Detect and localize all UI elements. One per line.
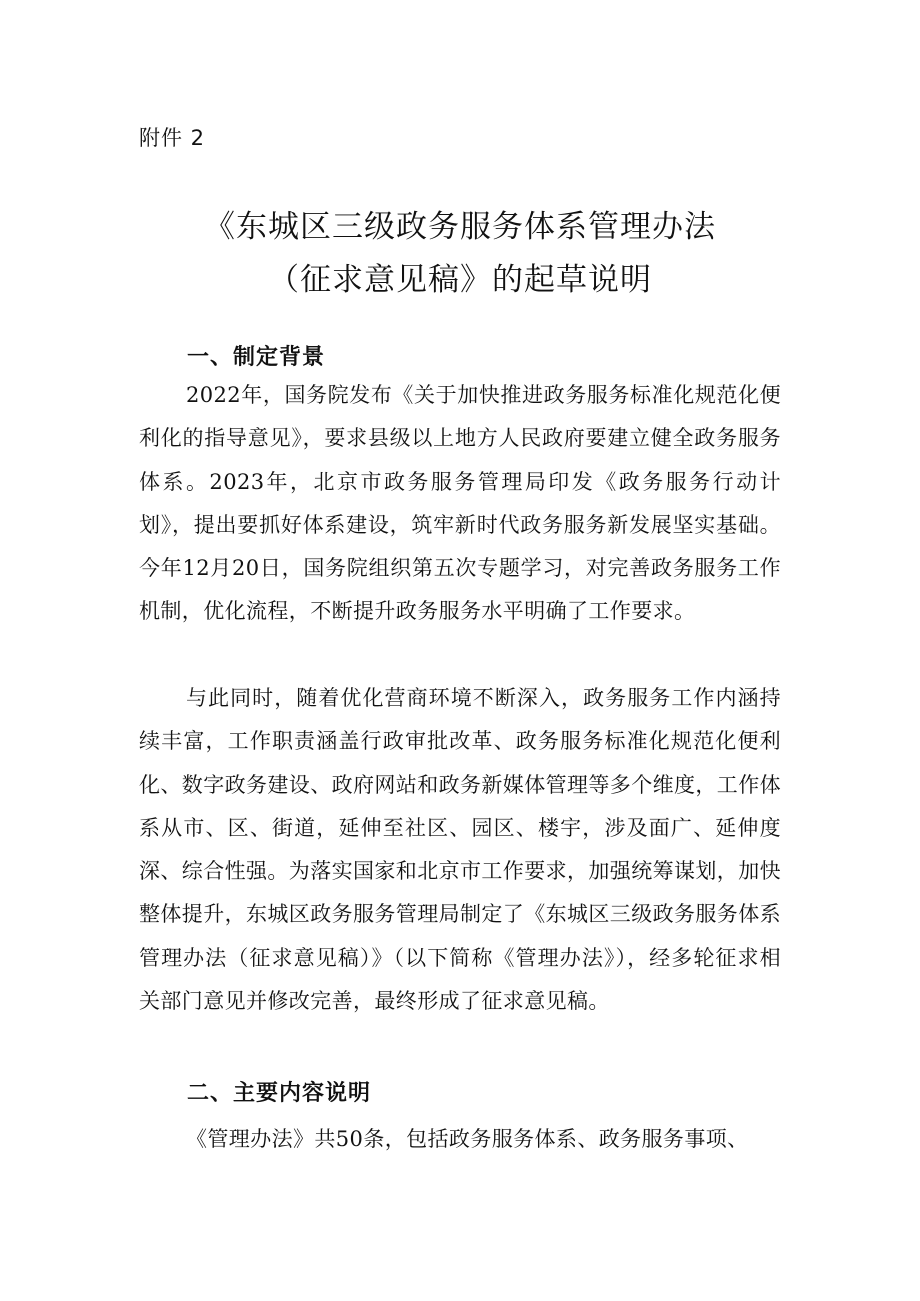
document-title-line-2: （征求意见稿》的起草说明 bbox=[268, 262, 652, 298]
section-heading-background: 一、制定背景 bbox=[187, 345, 326, 370]
attachment-label: 附件 2 bbox=[139, 126, 206, 150]
paragraph-main-content-1: 《管理办法》共50条，包括政务服务体系、政务服务事项、 bbox=[186, 1127, 749, 1151]
paragraph-background-2: 与此同时，随着优化营商环境不断深入，政务服务工作内涵持续丰富，工作职责涵盖行政审批改革、政务服务标准化规范化便利化、数字政务建设、政府网站和政务新媒体管理等多个维度，工作体系从市、区、街道，延伸至社区、园区、楼宇，涉及面广、延伸度深、综合性强。为落实国家和北京市工作要求，加强统筹谋划，加快整体提升，东城区政务服务管理局制定了《东城区三级政务服务体系管理办法（征求意见稿）》（以下简称《管理办法》），经多轮征求相关部门意见并修改完善，最终形成了征求意见稿。 bbox=[139, 686, 781, 1014]
paragraph-background-1: 2022年，国务院发布《关于加快推进政务服务标准化规范化便利化的指导意见》，要求县级以上地方人民政府要建立健全政务服务体系。2023年，北京市政务服务管理局印发《政务服务行动计划》，提出要抓好体系建设，筑牢新时代政务服务新发展坚实基础。今年12月20日，国务院组织第五次专题学习，对完善政务服务工作机制，优化流程，不断提升政务服务水平明确了工作要求。 bbox=[139, 383, 781, 624]
document-title-line-1: 《东城区三级政务服务体系管理办法 bbox=[204, 209, 716, 245]
section-heading-main-content: 二、主要内容说明 bbox=[187, 1081, 372, 1106]
